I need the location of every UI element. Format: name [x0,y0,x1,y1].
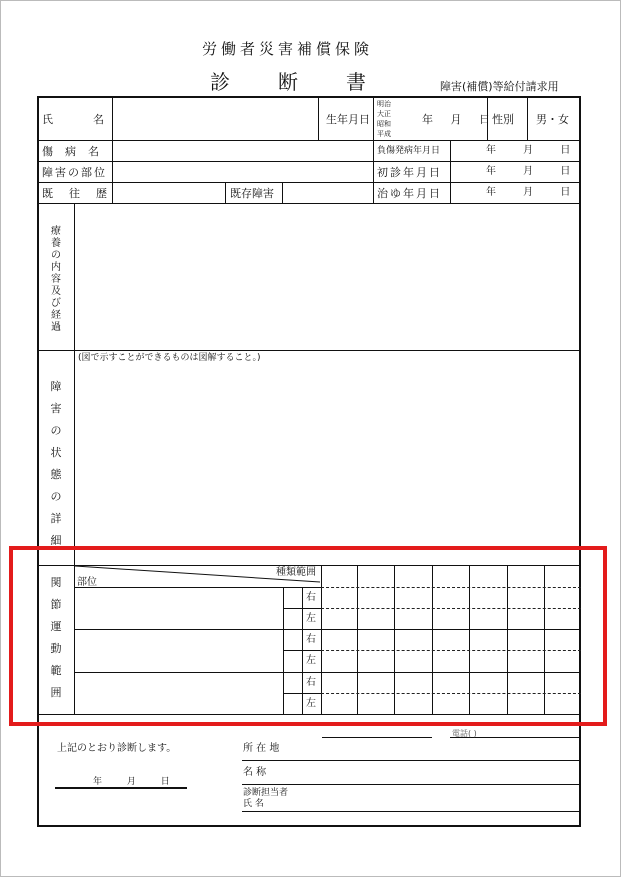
col-divider [74,203,75,351]
birthdate-units: 年 月 日 [422,113,490,126]
document-title: 診断書 [210,70,414,94]
address-field[interactable] [310,740,578,759]
rom-header-type: 種類範囲 [276,567,316,578]
doctor-name-field[interactable] [310,787,578,810]
form-subtitle: 障害(補償)等給付請求用 [440,80,559,93]
address-line [242,760,581,761]
rom-label: 関節運動範囲 [50,576,62,699]
footer-date-units: 年 月 日 [93,777,170,787]
rom-left-3: 左 [306,698,316,709]
sex-label: 性別 [492,113,514,126]
sex-options[interactable]: 男・女 [536,113,569,126]
part-field[interactable] [113,162,372,181]
phone-label: 電話( ) [452,729,477,738]
col-divider [373,97,374,203]
col-divider [318,97,319,141]
statement: 上記のとおり診断します。 [57,743,177,754]
rom-header-part: 部位 [77,577,97,588]
preexisting-label: 既存障害 [230,187,274,200]
highlight-box [9,546,607,726]
phone-line [322,737,432,738]
col-divider [527,97,528,141]
injury-date-units: 年 月 日 [486,145,571,156]
rom-right-2: 右 [306,634,316,645]
treatment-label: 療養の内容及び経過 [51,226,61,333]
disease-label: 傷病名 [42,145,111,158]
doctor-label-2: 氏 名 [243,799,264,809]
clinic-name-label: 名 称 [243,767,267,778]
rom-left-2: 左 [306,655,316,666]
clinic-name-field[interactable] [310,764,578,783]
cure-date-units: 年 月 日 [486,187,571,198]
preexisting-field[interactable] [283,183,372,202]
rom-right-3: 右 [306,677,316,688]
condition-label: 障害の状態の詳細 [50,380,62,547]
col-divider [450,140,451,203]
condition-note: (図で示すことができるものは図解すること。) [78,353,261,363]
cure-date-label: 治ゆ年月日 [377,187,442,200]
part-label: 障害の部位 [42,166,107,179]
first-visit-units: 年 月 日 [486,166,571,177]
injury-date-label: 負傷発病年月日 [377,146,441,156]
doctor-line [242,811,581,812]
disease-field[interactable] [113,141,372,160]
condition-field[interactable] [76,366,579,564]
col-divider [225,182,226,203]
history-field[interactable] [113,183,224,202]
name-field[interactable] [113,98,317,140]
section-divider [37,350,581,351]
row-divider [37,203,581,204]
rom-right-1: 右 [306,592,316,603]
birthdate-label: 生年月日 [326,113,370,126]
first-visit-label: 初診年月日 [377,166,442,179]
clinic-name-line [242,784,581,785]
col-divider [74,350,75,565]
era-options: 明治 大正 昭和 平成 [377,100,391,138]
rom-left-1: 左 [306,613,316,624]
doctor-label-1: 診断担当者 [243,788,289,798]
form-title: 労働者災害補償保険 [202,40,374,58]
treatment-field[interactable] [76,205,579,349]
history-label: 既往歴 [42,187,123,200]
name-label: 氏名 [42,113,144,126]
address-label: 所 在 地 [243,743,280,754]
date-line [55,787,187,789]
